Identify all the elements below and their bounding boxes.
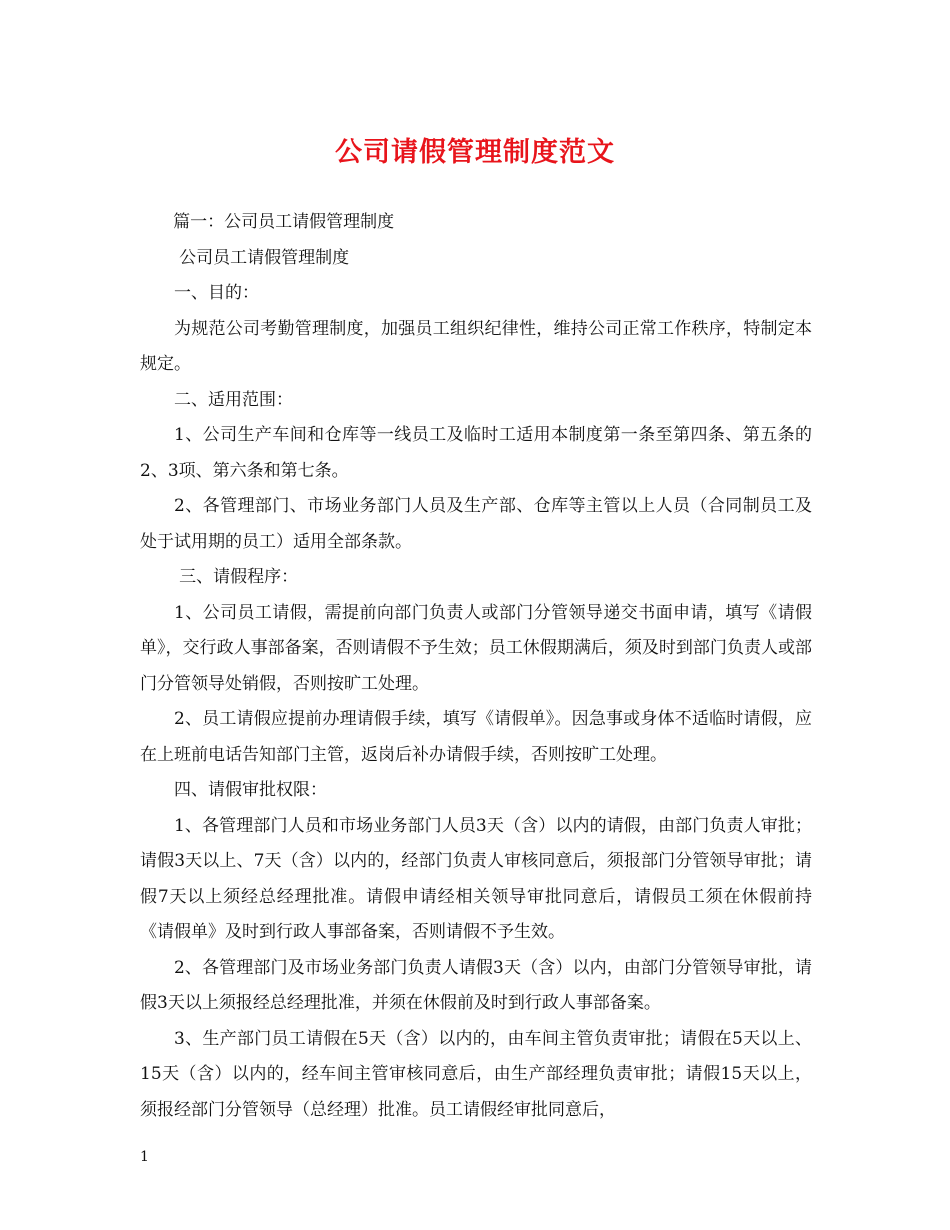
page-number: 1 xyxy=(140,1149,149,1165)
document-title: 公司请假管理制度范文 xyxy=(335,137,615,168)
paragraph: 2、各管理部门及市场业务部门负责人请假3天（含）以内，由部门分管领导审批，请假3天以上须报经总经理批准，并须在休假前及时到行政人事部备案。 xyxy=(140,957,812,1013)
paragraph: 1、公司员工请假，需提前向部门负责人或部门分管领导递交书面申请，填写《请假单》，交行政人事部备案，否则请假不予生效；员工休假期满后，须及时到部门负责人或部门分管领导处销假，否则按旷工处理。 xyxy=(140,602,812,694)
paragraph: 3、生产部门员工请假在5天（含）以内的，由车间主管负责审批；请假在5天以上、15天（含）以内的，经车间主管审核同意后，由生产部经理负责审批；请假15天以上，须报经部门分管领导（总经理）批准。员工请假经审批同意后， xyxy=(140,1028,812,1120)
paragraph: 2、员工请假应提前办理请假手续，填写《请假单》。因急事或身体不适临时请假，应在上班前电话告知部门主管，返岗后补办请假手续，否则按旷工处理。 xyxy=(140,709,812,765)
paragraph: 2、各管理部门、市场业务部门人员及生产部、仓库等主管以上人员（合同制员工及处于试用期的员工）适用全部条款。 xyxy=(140,496,812,552)
section-heading: 三、请假程序： xyxy=(179,567,299,587)
paragraph: 1、公司生产车间和仓库等一线员工及临时工适用本制度第一条至第四条、第五条的2、3项、第六条和第七条。 xyxy=(140,425,812,481)
paragraph: 为规范公司考勤管理制度，加强员工组织纪律性，维持公司正常工作秩序，特制定本规定。 xyxy=(140,318,812,374)
section-heading: 四、请假审批权限： xyxy=(174,780,327,800)
document-body xyxy=(140,205,812,1128)
section-heading: 一、目的： xyxy=(174,283,259,303)
section-heading: 二、适用范围： xyxy=(174,389,293,410)
paragraph: 1、各管理部门人员和市场业务部门人员3天（含）以内的请假，由部门负责人审批；请假3天以上、7天（含）以内的，经部门负责人审核同意后，须报部门分管领导审批；请假7天以上须经总经理批准。请假申请经相关领导审批同意后，请假员工须在休假前持《请假单》及时到行政人事部备案，否则请假不予生效。 xyxy=(140,815,812,942)
section-heading: 篇一：公司员工请假管理制度 xyxy=(173,212,395,232)
subtitle: 公司员工请假管理制度 xyxy=(179,247,350,268)
